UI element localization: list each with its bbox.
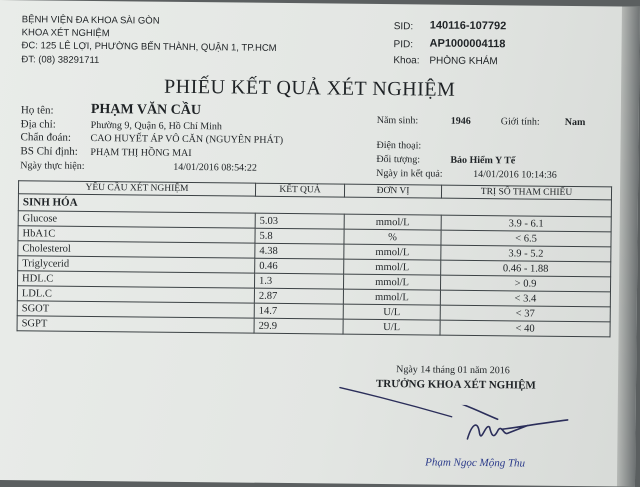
test-reference: < 6.5 bbox=[441, 230, 611, 247]
object-value: Bảo Hiểm Y Tế bbox=[450, 154, 516, 167]
test-name: LDL.C bbox=[17, 286, 254, 303]
signature-stroke bbox=[336, 382, 456, 423]
test-name: SGOT bbox=[17, 301, 254, 318]
test-reference: < 40 bbox=[440, 320, 610, 337]
name-value: PHẠM VĂN CẦU bbox=[90, 101, 202, 119]
sex-label: Giới tính: bbox=[500, 116, 540, 128]
test-reference: < 37 bbox=[440, 305, 610, 322]
address-label: Địa chỉ: bbox=[20, 118, 56, 131]
test-name: Cholesterol bbox=[18, 241, 255, 258]
signature-mark bbox=[457, 405, 588, 456]
diagnosis-value: CAO HUYẾT ÁP VÔ CĂN (NGUYÊN PHÁT) bbox=[90, 132, 284, 146]
test-unit: mmol/L bbox=[344, 259, 441, 275]
test-unit: U/L bbox=[343, 319, 440, 335]
header-test: YÊU CẦU XÉT NGHIỆM bbox=[18, 181, 255, 196]
test-result: 2.87 bbox=[254, 288, 343, 304]
sid-value: 140116-107792 bbox=[429, 19, 507, 33]
header-unit: ĐƠN VỊ bbox=[344, 184, 441, 198]
signer-name: Phạm Ngọc Mộng Thu bbox=[425, 456, 526, 470]
report-title: PHIẾU KẾT QUẢ XÉT NGHIỆM bbox=[163, 75, 456, 101]
performed-label: Ngày thực hiện: bbox=[20, 160, 85, 172]
header-result: KẾT QUẢ bbox=[255, 183, 344, 197]
result-date-label: Ngày in kết quả: bbox=[376, 167, 443, 180]
hospital-address: ĐC: 125 LÊ LỢI, PHƯỜNG BẾN THÀNH, QUẬN 1, TP.HCM bbox=[21, 40, 277, 54]
khoa-label: Khoa: bbox=[393, 55, 420, 67]
test-unit: U/L bbox=[343, 304, 440, 320]
report-date: Ngày 14 tháng 01 năm 2016 bbox=[396, 364, 510, 377]
test-unit: mmol/L bbox=[343, 274, 440, 290]
test-reference: > 0.9 bbox=[440, 275, 610, 292]
section-title: SINH HÓA bbox=[18, 194, 611, 217]
pid-label: PID: bbox=[393, 39, 414, 51]
sex-value: Nam bbox=[564, 116, 586, 129]
hospital-phone: ĐT: (08) 38291711 bbox=[21, 54, 100, 67]
test-result: 5.8 bbox=[255, 228, 344, 244]
test-result: 29.9 bbox=[254, 318, 343, 334]
test-result: 0.46 bbox=[255, 258, 344, 274]
result-date-value: 14/01/2016 10:14:36 bbox=[473, 168, 557, 181]
birth-value: 1946 bbox=[450, 115, 471, 127]
performed-value: 14/01/2016 08:54:22 bbox=[173, 161, 257, 174]
khoa-value: PHÒNG KHÁM bbox=[429, 55, 498, 68]
test-name: HDL.C bbox=[18, 271, 255, 288]
pid-value: AP1000004118 bbox=[429, 37, 506, 51]
address-value: Phường 9, Quận 6, Hồ Chí Minh bbox=[90, 119, 223, 133]
test-result: 5.03 bbox=[255, 213, 344, 229]
department-name: KHOA XÉT NGHIỆM bbox=[21, 27, 110, 40]
test-result: 1.3 bbox=[254, 273, 343, 289]
test-reference: < 3.4 bbox=[440, 290, 610, 307]
test-reference: 3.9 - 6.1 bbox=[441, 215, 611, 232]
birth-label: Năm sinh: bbox=[376, 114, 419, 127]
test-unit: % bbox=[344, 229, 441, 245]
department-head-title: TRƯỞNG KHOA XÉT NGHIỆM bbox=[375, 377, 536, 392]
test-name: HbA1C bbox=[18, 226, 255, 243]
test-name: Triglycerid bbox=[18, 256, 255, 273]
name-label: Họ tên: bbox=[20, 104, 54, 117]
test-unit: mmol/L bbox=[344, 214, 441, 230]
test-name: SGPT bbox=[17, 316, 254, 333]
test-reference: 0.46 - 1.88 bbox=[441, 260, 611, 277]
results-table bbox=[17, 180, 613, 337]
test-result: 4.38 bbox=[255, 243, 344, 259]
test-unit: mmol/L bbox=[343, 289, 440, 305]
test-reference: 3.9 - 5.2 bbox=[441, 245, 611, 262]
test-unit: mmol/L bbox=[344, 244, 441, 260]
object-label: Đối tượng: bbox=[376, 153, 421, 166]
hospital-name: BỆNH VIỆN ĐA KHOA SÀI GÒN bbox=[21, 14, 160, 27]
doctor-label: BS Chỉ định: bbox=[20, 145, 78, 158]
test-name: Glucose bbox=[18, 211, 255, 228]
phone-label: Điện thoại: bbox=[376, 139, 422, 152]
sid-label: SID: bbox=[393, 21, 414, 33]
paper-edge bbox=[617, 7, 640, 487]
test-result: 14.7 bbox=[254, 303, 343, 319]
header-ref: TRỊ SỐ THAM CHIẾU bbox=[441, 185, 611, 200]
diagnosis-label: Chẩn đoán: bbox=[20, 131, 72, 144]
doctor-value: PHẠM THỊ HỒNG MAI bbox=[90, 146, 192, 160]
